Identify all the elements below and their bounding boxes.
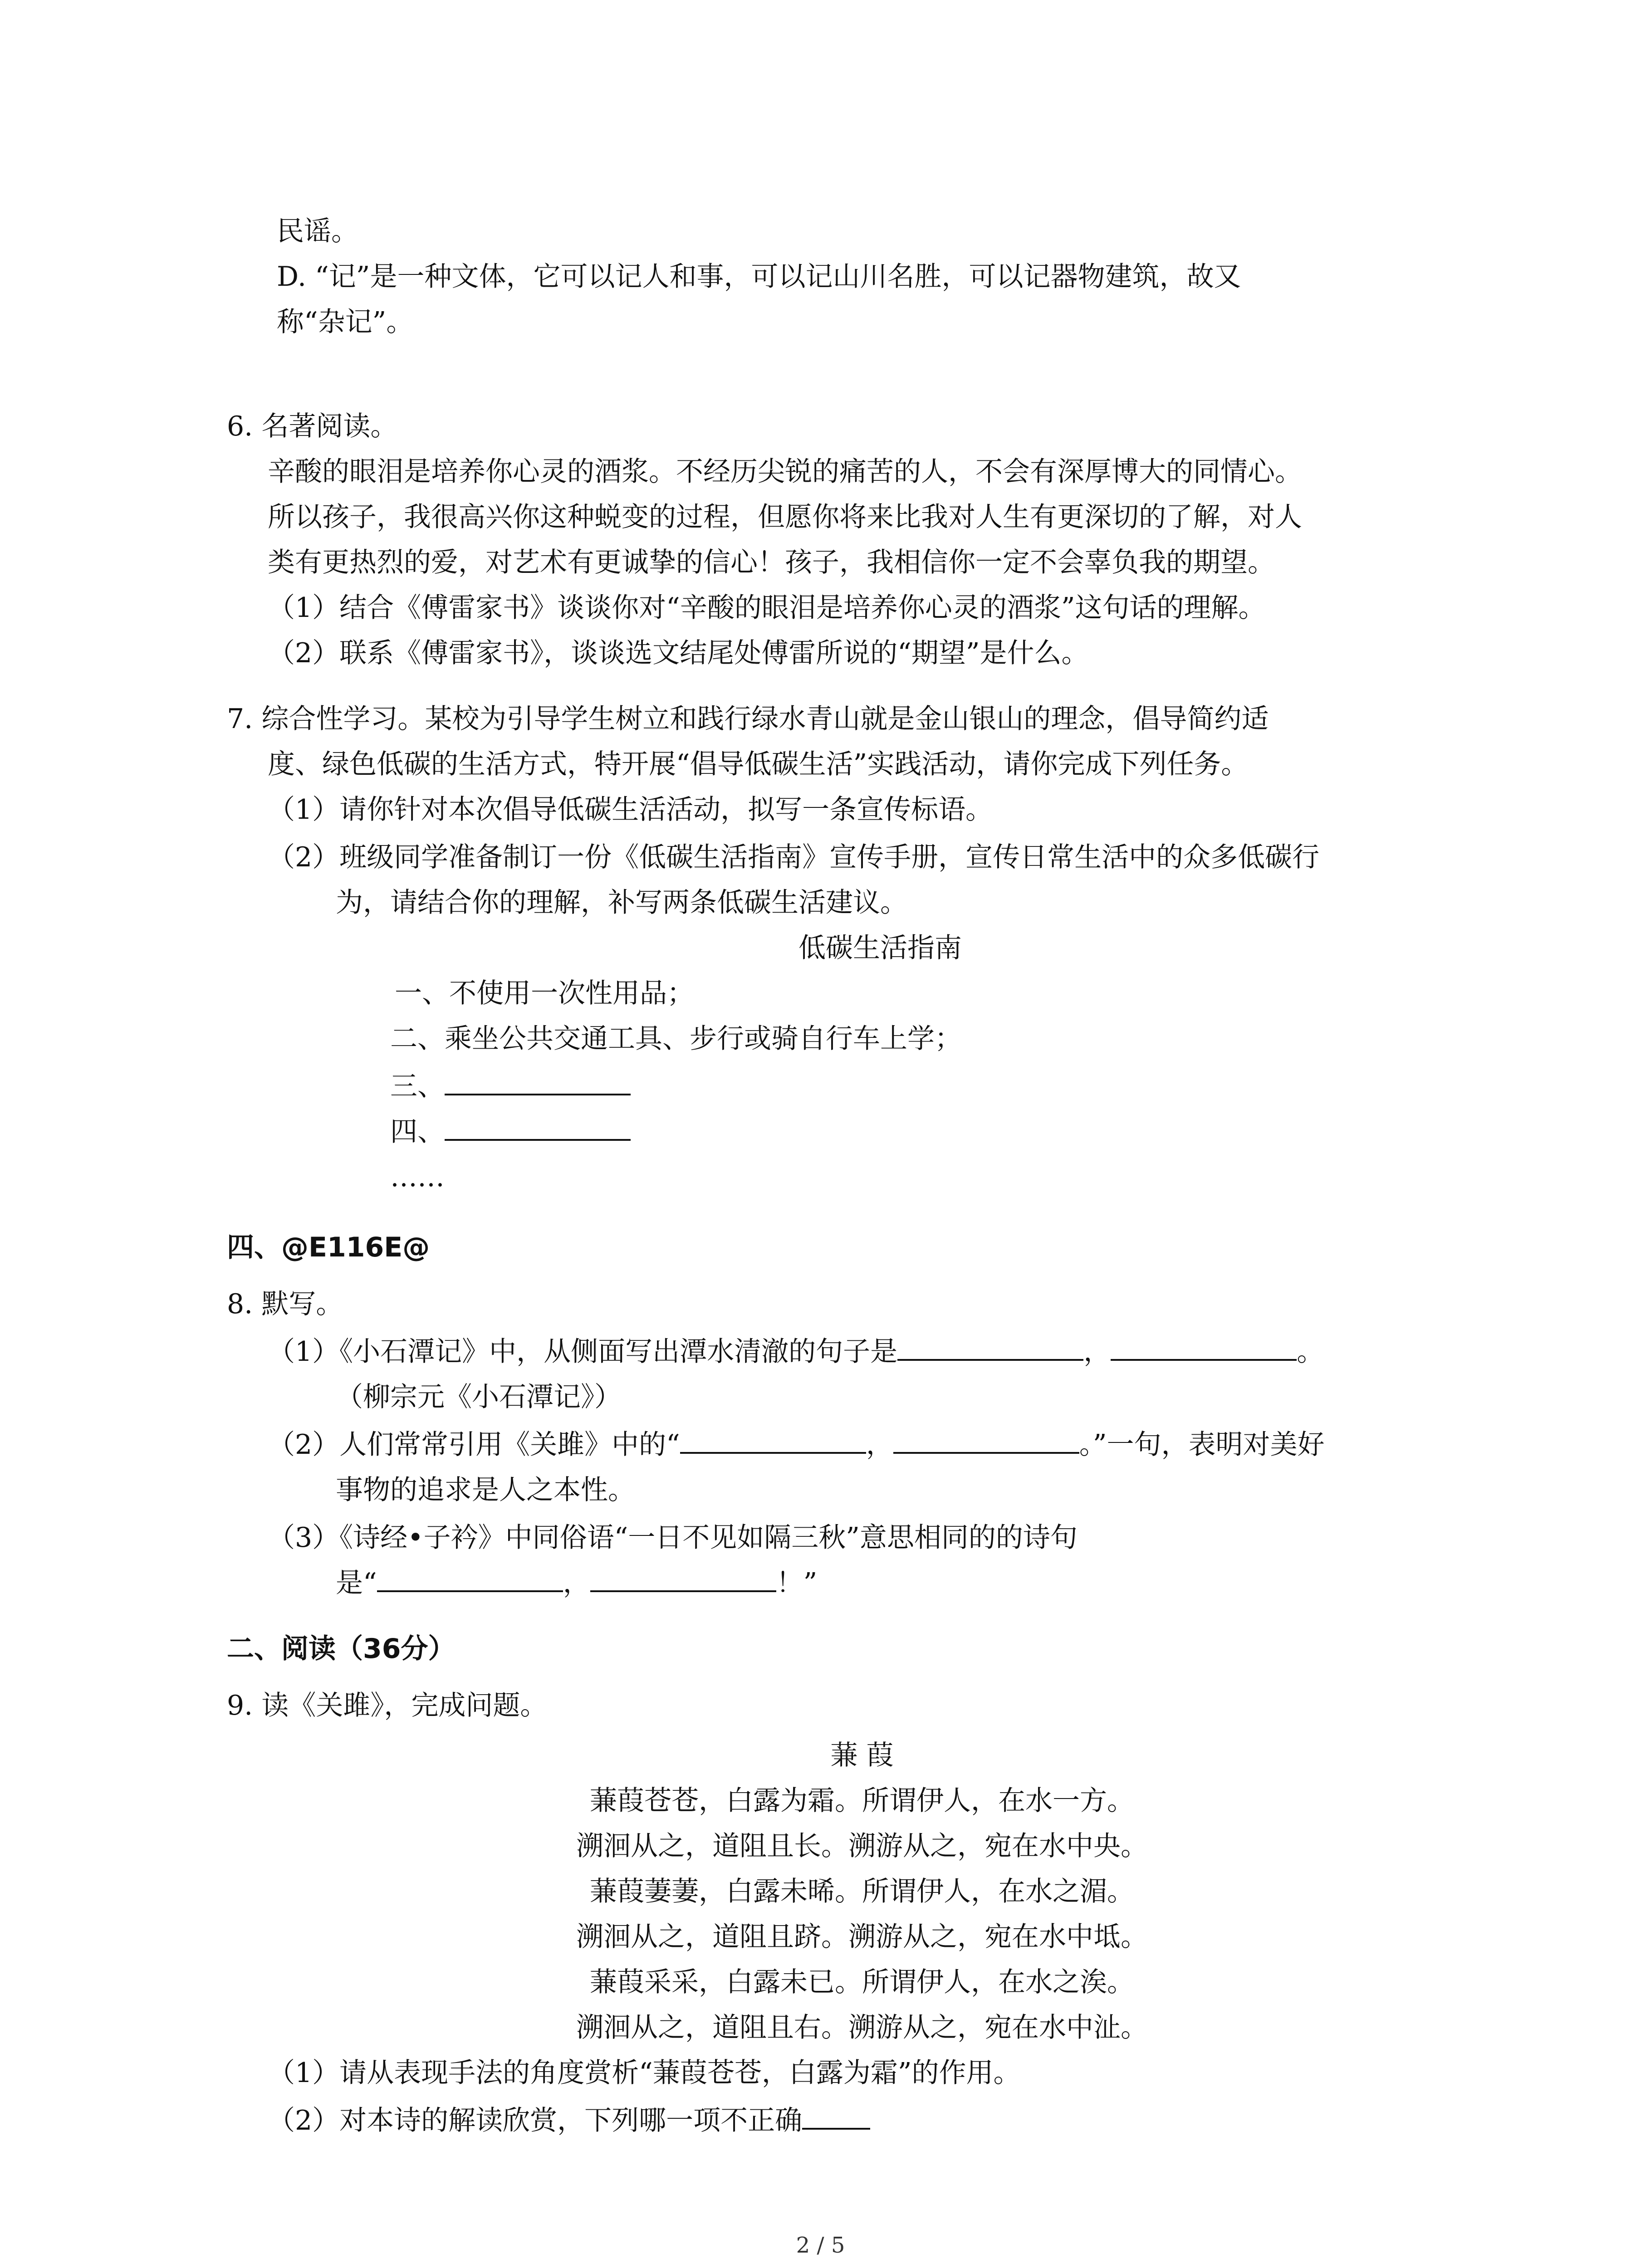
q8-s1-blank-2[interactable] — [1111, 1334, 1297, 1361]
q8-s2-comma: ， — [866, 1429, 893, 1461]
q8-subquestion-1 — [268, 1334, 1324, 1370]
q8-subquestion-3-line2 — [336, 1565, 817, 1601]
q8-s1-blank-1[interactable] — [897, 1334, 1083, 1361]
option-d-line2: 称“杂记”。 — [277, 306, 414, 338]
q9-s2-blank[interactable] — [802, 2102, 870, 2130]
guide-item-4 — [390, 1114, 631, 1150]
guide-item-3-blank[interactable] — [445, 1068, 631, 1095]
guide-title: 低碳生活指南 — [798, 932, 962, 964]
q6-title: 6. 名著阅读。 — [227, 411, 398, 442]
poem-line-5: 蒹葭采采，白露未已。所谓伊人，在水之涘。 — [590, 1966, 1134, 1998]
q9-title: 9. 读《关雎》，完成问题。 — [227, 1690, 548, 1721]
q9-s2-text: （2）对本诗的解读欣赏，下列哪一项不正确 — [268, 2105, 803, 2136]
poem-line-3: 蒹葭萋萋，白露未晞。所谓伊人，在水之湄。 — [590, 1876, 1134, 1907]
guide-item-3-label: 三、 — [390, 1070, 445, 1102]
q9-subquestion-2 — [268, 2102, 870, 2139]
q7-prompt-line1: 7. 综合性学习。某校为引导学生树立和践行绿水青山就是金山银山的理念，倡导简约适 — [227, 703, 1269, 735]
q7-prompt-line2: 度、绿色低碳的生活方式，特开展“倡导低碳生活”实践活动，请你完成下列任务。 — [268, 748, 1249, 780]
page-number: 2 / 5 — [796, 2233, 845, 2258]
q8-s1-comma: ， — [1083, 1336, 1111, 1368]
q6-passage-line1: 辛酸的眼泪是培养你心灵的酒浆。不经历尖锐的痛苦的人，不会有深厚博大的同情心。 — [268, 456, 1302, 488]
q8-subquestion-2-line2: 事物的追求是人之本性。 — [336, 1474, 635, 1506]
guide-ellipsis: …… — [390, 1161, 445, 1193]
q8-s3-blank-1[interactable] — [377, 1565, 563, 1592]
guide-item-2: 二、乘坐公共交通工具、步行或骑自行车上学； — [390, 1023, 962, 1055]
q6-passage-line3: 类有更热烈的爱，对艺术有更诚挚的信心！孩子，我相信你一定不会辜负我的期望。 — [268, 547, 1275, 578]
q8-s1-period: 。 — [1297, 1336, 1324, 1368]
section-2-title: 二、阅读（36分） — [227, 1633, 456, 1665]
poem-line-1: 蒹葭苍苍，白露为霜。所谓伊人，在水一方。 — [590, 1785, 1134, 1817]
q8-s1-text: （1）《小石潭记》中，从侧面写出潭水清澈的句子是 — [268, 1336, 898, 1368]
q8-s2-tail: 。”一句，表明对美好 — [1079, 1429, 1325, 1461]
q6-subquestion-1: （1）结合《傅雷家书》谈谈你对“辛酸的眼泪是培养你心灵的酒浆”这句话的理解。 — [268, 592, 1266, 624]
poem-line-4: 溯洄从之，道阻且跻。溯游从之，宛在水中坻。 — [576, 1921, 1148, 1953]
q8-s3-tail: ！” — [776, 1567, 818, 1599]
q9-subquestion-1: （1）请从表现手法的角度赏析“蒹葭苍苍，白露为霜”的作用。 — [268, 2057, 1021, 2089]
q7-subquestion-2-line2: 为，请结合你的理解，补写两条低碳生活建议。 — [336, 887, 907, 919]
q8-s2-blank-1[interactable] — [680, 1427, 866, 1454]
q8-s2-text: （2）人们常常引用《关雎》中的“ — [268, 1429, 680, 1461]
section-4-title: 四、@E116E@ — [227, 1232, 430, 1263]
q8-subquestion-3-line1: （3）《诗经•子衿》中同俗语“一日不见如隔三秋”意思相同的的诗句 — [268, 1522, 1078, 1554]
guide-item-3 — [390, 1068, 631, 1105]
q8-s3-comma: ， — [563, 1567, 590, 1599]
q8-subquestion-1-source: （柳宗元《小石潭记》） — [336, 1381, 622, 1413]
q8-subquestion-2 — [268, 1427, 1325, 1463]
q7-subquestion-2-line1: （2）班级同学准备制订一份《低碳生活指南》宣传手册，宣传日常生活中的众多低碳行 — [268, 841, 1320, 873]
option-d-line1: D. “记”是一种文体，它可以记人和事，可以记山川名胜，可以记器物建筑，故又 — [277, 261, 1241, 293]
q8-title: 8. 默写。 — [227, 1288, 343, 1320]
poem-line-2: 溯洄从之，道阻且长。溯游从之，宛在水中央。 — [576, 1830, 1148, 1862]
q7-subquestion-1: （1）请你针对本次倡导低碳生活活动，拟写一条宣传标语。 — [268, 794, 993, 826]
guide-item-4-label: 四、 — [390, 1116, 445, 1148]
guide-item-4-blank[interactable] — [445, 1114, 631, 1141]
guide-item-1: 一、不使用一次性用品； — [395, 978, 694, 1009]
q6-passage-line2: 所以孩子，我很高兴你这种蜕变的过程，但愿你将来比我对人生有更深切的了解，对人 — [268, 501, 1302, 533]
q6-subquestion-2: （2）联系《傅雷家书》，谈谈选文结尾处傅雷所说的“期望”是什么。 — [268, 637, 1089, 669]
poem-title: 蒹 葭 — [830, 1740, 894, 1771]
option-c-tail: 民谣。 — [277, 215, 358, 247]
q8-s3-lead: 是“ — [336, 1567, 377, 1599]
q8-s2-blank-2[interactable] — [893, 1427, 1079, 1454]
poem-line-6: 溯洄从之，道阻且右。溯游从之，宛在水中沚。 — [576, 2012, 1148, 2043]
q8-s3-blank-2[interactable] — [590, 1565, 776, 1592]
